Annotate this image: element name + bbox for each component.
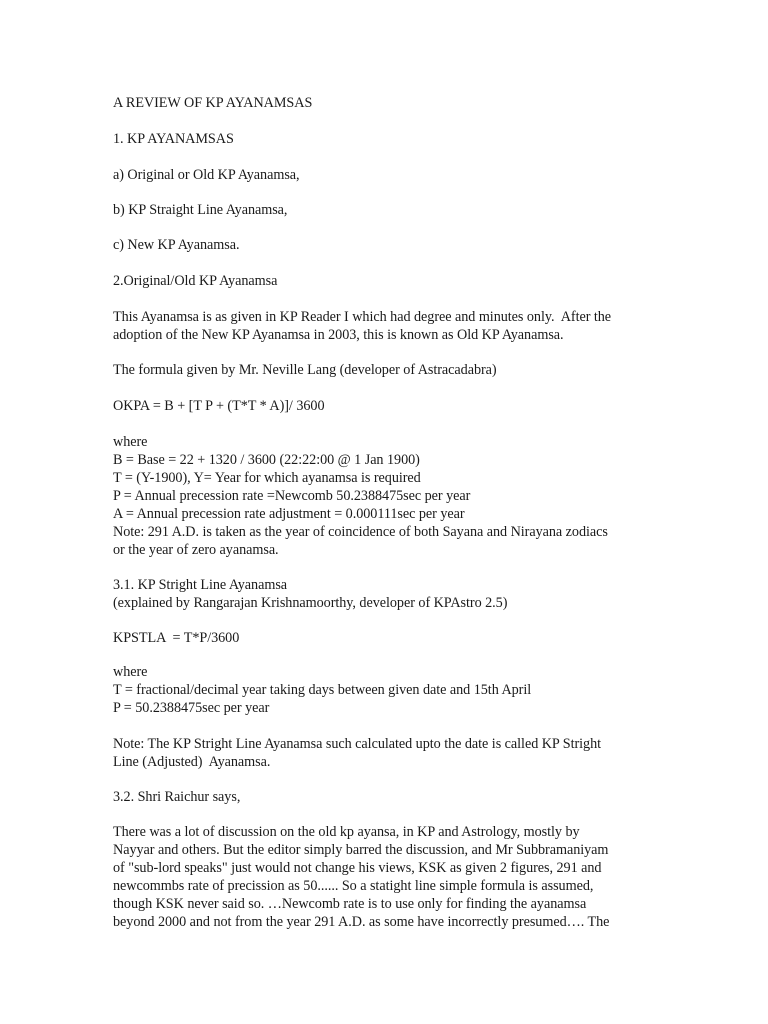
list-item-straight-line: b) KP Straight Line Ayanamsa, xyxy=(113,202,288,218)
note-line: or the year of zero ayanamsa. xyxy=(113,542,279,558)
definition-t: T = (Y-1900), Y= Year for which ayanamsa is required xyxy=(113,470,421,486)
paragraph-line: newcommbs rate of precission as 50...... So a statight line simple formula is assumed, xyxy=(113,878,594,894)
definition-p: P = Annual precession rate =Newcomb 50.2388475sec per year xyxy=(113,488,471,504)
paragraph-line: beyond 2000 and not from the year 291 A.D. as some have incorrectly presumed…. The xyxy=(113,914,610,930)
definition-p: P = 50.2388475sec per year xyxy=(113,700,270,716)
section-2-heading: 2.Original/Old KP Ayanamsa xyxy=(113,273,278,289)
section-3-1-heading: 3.1. KP Stright Line Ayanamsa xyxy=(113,577,288,593)
definition-a: A = Annual precession rate adjustment = 0.000111sec per year xyxy=(113,506,465,522)
paragraph-line: of "sub-lord speaks" just would not change his views, KSK as given 2 figures, 291 and xyxy=(113,860,602,876)
list-item-original: a) Original or Old KP Ayanamsa, xyxy=(113,167,300,183)
paragraph-line: Nayyar and others. But the editor simply barred the discussion, and Mr Subbramaniyam xyxy=(113,842,609,858)
paragraph-line: This Ayanamsa is as given in KP Reader I which had degree and minutes only. After the xyxy=(113,309,612,325)
definition-base: B = Base = 22 + 1320 / 3600 (22:22:00 @ 1 Jan 1900) xyxy=(113,452,420,468)
paragraph-line: adoption of the New KP Ayanamsa in 2003, this is known as Old KP Ayanamsa. xyxy=(113,327,564,343)
paragraph-line: though KSK never said so. …Newcomb rate is to use only for finding the ayanamsa xyxy=(113,896,587,912)
where-label: where xyxy=(113,434,148,450)
paragraph-line: There was a lot of discussion on the old kp ayansa, in KP and Astrology, mostly by xyxy=(113,824,580,840)
note-line: Note: 291 A.D. is taken as the year of coincidence of both Sayana and Nirayana zodiacs xyxy=(113,524,608,540)
section-3-1-subtitle: (explained by Rangarajan Krishnamoorthy, developer of KPAstro 2.5) xyxy=(113,595,508,611)
where-label: where xyxy=(113,664,148,680)
formula-kpstla: KPSTLA = T*P/3600 xyxy=(113,630,240,646)
note-line: Line (Adjusted) Ayanamsa. xyxy=(113,754,271,770)
formula-intro: The formula given by Mr. Neville Lang (developer of Astracadabra) xyxy=(113,362,497,378)
list-item-new: c) New KP Ayanamsa. xyxy=(113,237,240,253)
document-title: A REVIEW OF KP AYANAMSAS xyxy=(113,95,313,111)
definition-t: T = fractional/decimal year taking days between given date and 15th April xyxy=(113,682,532,698)
formula-okpa: OKPA = B + [T P + (T*T * A)]/ 3600 xyxy=(113,398,325,414)
section-3-2-heading: 3.2. Shri Raichur says, xyxy=(113,789,241,805)
section-1-heading: 1. KP AYANAMSAS xyxy=(113,131,234,147)
note-line: Note: The KP Stright Line Ayanamsa such calculated upto the date is called KP Stright xyxy=(113,736,602,752)
